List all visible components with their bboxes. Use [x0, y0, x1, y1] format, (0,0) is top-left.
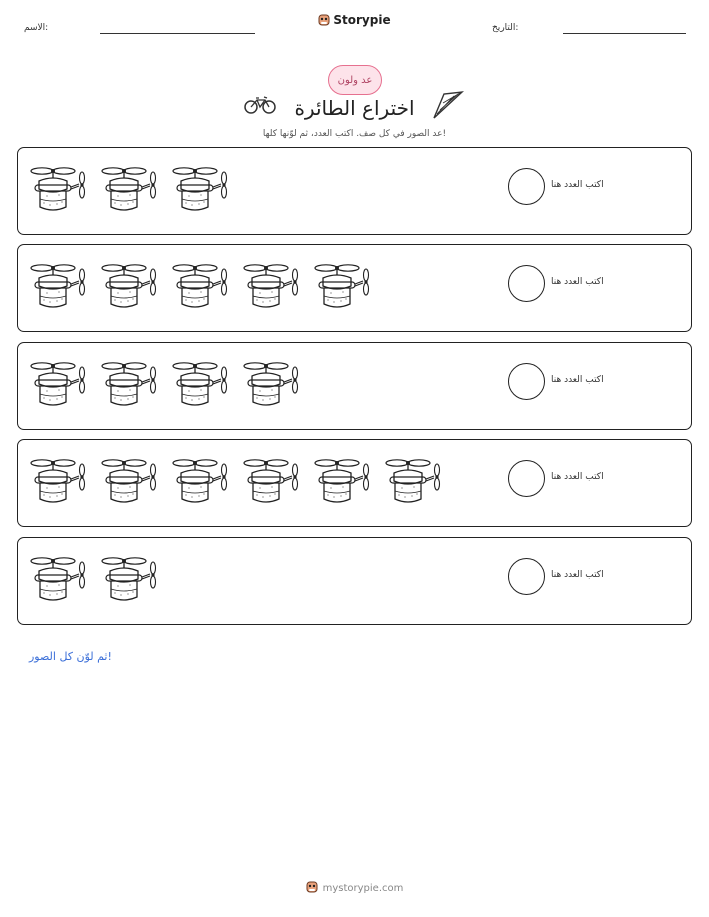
propeller-machine-icon[interactable] [30, 161, 101, 223]
propeller-machine-icon[interactable] [314, 453, 385, 515]
date-label: التاريخ: [492, 23, 519, 33]
answer-circle[interactable] [508, 460, 545, 497]
name-label: الاسم: [24, 23, 49, 33]
brand-name: Storypie [333, 13, 391, 27]
propeller-machine-icon[interactable] [101, 453, 172, 515]
site-url: mystorypie.com [322, 883, 404, 894]
write-number-hint: اكتب العدد هنا [551, 375, 604, 385]
picture-group [30, 356, 314, 418]
write-number-hint: اكتب العدد هنا [551, 472, 604, 482]
propeller-machine-icon[interactable] [30, 258, 101, 320]
bicycle-icon [244, 96, 276, 114]
answer-circle[interactable] [508, 558, 545, 595]
propeller-machine-icon[interactable] [243, 356, 314, 418]
propeller-machine-icon[interactable] [385, 453, 456, 515]
propeller-machine-icon[interactable] [314, 258, 385, 320]
picture-group [30, 258, 385, 320]
propeller-machine-icon[interactable] [30, 551, 101, 613]
propeller-machine-icon[interactable] [30, 356, 101, 418]
picture-group [30, 551, 172, 613]
footer-note: ثم لوّن كل الصور! [29, 650, 112, 663]
page-title-text: اختراع الطائرة [294, 96, 415, 120]
propeller-machine-icon[interactable] [101, 161, 172, 223]
count-row-5 [17, 537, 692, 625]
brand [0, 13, 709, 27]
propeller-machine-icon[interactable] [30, 453, 101, 515]
count-row-2 [17, 244, 692, 332]
propeller-machine-icon[interactable] [172, 161, 243, 223]
answer-circle[interactable] [508, 363, 545, 400]
name-line[interactable] [100, 33, 255, 34]
propeller-machine-icon[interactable] [243, 453, 314, 515]
count-color-badge: عد ولون [328, 65, 382, 95]
count-row-1 [17, 147, 692, 235]
glider-wing-icon [432, 90, 464, 120]
count-row-4 [17, 439, 692, 527]
storypie-logo-icon [318, 13, 330, 26]
answer-circle[interactable] [508, 168, 545, 205]
write-number-hint: اكتب العدد هنا [551, 277, 604, 287]
answer-circle[interactable] [508, 265, 545, 302]
propeller-machine-icon[interactable] [243, 258, 314, 320]
site-footer [0, 880, 709, 894]
propeller-machine-icon[interactable] [172, 453, 243, 515]
propeller-machine-icon[interactable] [101, 356, 172, 418]
write-number-hint: اكتب العدد هنا [551, 570, 604, 580]
storypie-logo-icon [306, 880, 318, 893]
picture-group [30, 453, 456, 515]
propeller-machine-icon[interactable] [101, 258, 172, 320]
propeller-machine-icon[interactable] [101, 551, 172, 613]
propeller-machine-icon[interactable] [172, 356, 243, 418]
propeller-machine-icon[interactable] [172, 258, 243, 320]
page-title [0, 96, 709, 120]
count-row-3 [17, 342, 692, 430]
instructions: عد الصور في كل صف. اكتب العدد، ثم لوّنها كلها! [262, 129, 447, 139]
picture-group [30, 161, 243, 223]
write-number-hint: اكتب العدد هنا [551, 180, 604, 190]
date-line[interactable] [563, 33, 686, 34]
